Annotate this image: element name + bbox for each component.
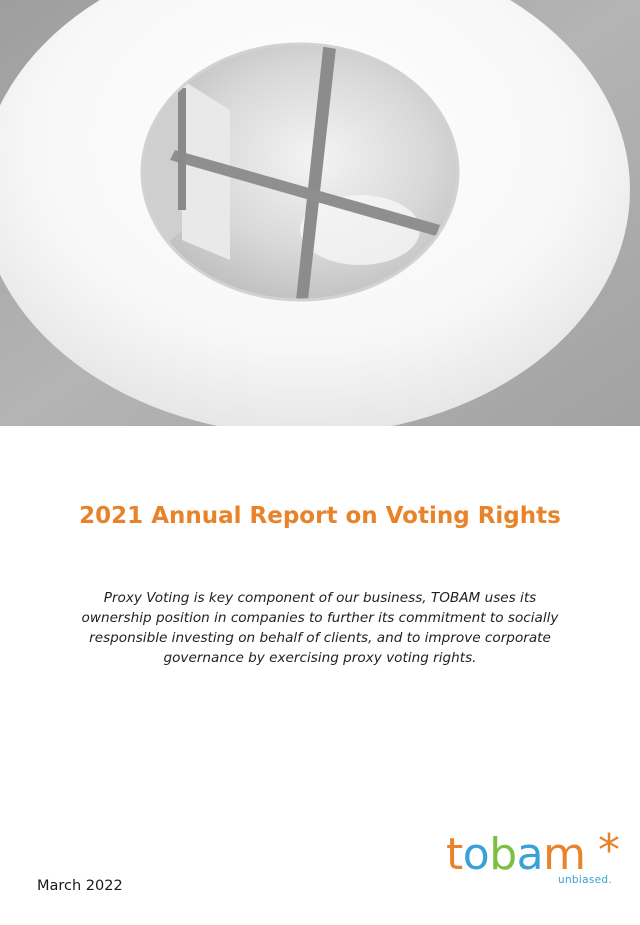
- star-icon: *: [598, 825, 620, 876]
- logo-letter-o: o: [462, 829, 490, 880]
- logo-letter-a: a: [516, 829, 544, 880]
- cover-photo: [0, 0, 640, 426]
- logo-letter-b: b: [489, 829, 517, 880]
- logo-letter-m: m: [543, 829, 586, 880]
- logo-tagline: unbiased.: [558, 874, 612, 886]
- tobam-logo: [446, 825, 636, 890]
- logo-letter-t: t: [446, 829, 463, 880]
- logo-wordmark: [446, 830, 585, 880]
- skylight-photo: [0, 0, 640, 426]
- report-date: March 2022: [37, 878, 123, 894]
- report-intro: Proxy Voting is key component of our business, TOBAM uses its ownership position in companies to further its commitment to socially responsible investing on behalf of clients, and to improve corporate governance by exercising proxy voting rights.: [81, 590, 559, 666]
- report-title: 2021 Annual Report on Voting Rights: [79, 503, 561, 529]
